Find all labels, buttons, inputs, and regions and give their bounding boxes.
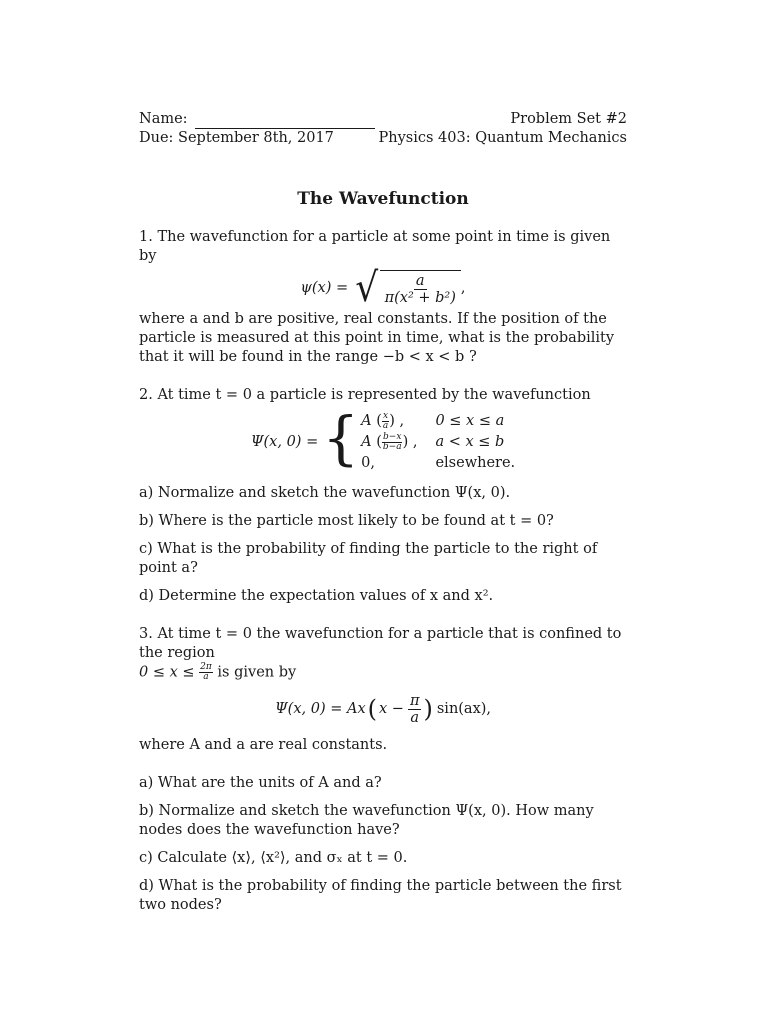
case-1-condition: 0 ≤ x ≤ a bbox=[435, 413, 505, 429]
problem-1-text: where a and b are positive, real constants. If the position of the particle is measured at this point in time, what is the probability that it will be found in the range −b < x < b ? bbox=[139, 311, 615, 365]
problem-3-part-a: a) What are the units of A and a? bbox=[139, 774, 382, 791]
eq3-lparen: ( bbox=[367, 694, 378, 723]
eq3-x: x − bbox=[379, 700, 404, 717]
case-2-fraction bbox=[382, 433, 403, 452]
problem-1-intro: 1. The wavefunction for a particle at some point in time is given by bbox=[139, 229, 611, 264]
eq1-lhs: ψ(x) = bbox=[300, 279, 349, 296]
header-right bbox=[378, 110, 627, 148]
region-tail: is given by bbox=[217, 664, 297, 681]
header bbox=[139, 110, 627, 148]
problem-2-part-b: b) Where is the particle most likely to be found at t = 0? bbox=[139, 513, 554, 529]
problem-2 bbox=[139, 386, 627, 606]
problem-3-intro-2 bbox=[139, 663, 627, 683]
region-num: 2π bbox=[200, 662, 212, 672]
eq1-numerator: a bbox=[415, 273, 425, 289]
eq1-tail: , bbox=[460, 279, 466, 296]
problem-2-part-d: d) Determine the expectation values of x and x². bbox=[139, 588, 494, 604]
problem-2-equation bbox=[139, 404, 627, 474]
case-1-fraction bbox=[382, 412, 389, 431]
case-1-den: a bbox=[382, 420, 389, 431]
document-page bbox=[139, 110, 627, 915]
problem-3-part-d: d) What is the probability of finding the particle between the first two nodes? bbox=[139, 877, 622, 913]
eq3-fraction bbox=[408, 693, 422, 726]
case-2-den: b−a bbox=[382, 441, 402, 452]
problem-3-intro-1: 3. At time t = 0 the wavefunction for a particle that is confined to the region bbox=[139, 626, 622, 661]
case-3-condition: elsewhere. bbox=[435, 455, 516, 471]
eq3-rparen: ) bbox=[423, 694, 433, 723]
problem-3-text: where A and a are real constants. bbox=[139, 736, 388, 753]
eq1-denominator: π(x² + b²) bbox=[384, 290, 456, 306]
case-2-condition: a < x ≤ b bbox=[435, 434, 505, 450]
region-den: a bbox=[203, 672, 209, 682]
eq1-fraction bbox=[383, 273, 458, 306]
problem-3 bbox=[139, 625, 627, 915]
eq1-sqrt bbox=[354, 265, 461, 311]
case-grid bbox=[361, 411, 515, 474]
name-line bbox=[139, 110, 375, 129]
region-fraction bbox=[199, 663, 213, 682]
eq3-num: π bbox=[409, 692, 420, 709]
due-date: Due: September 8th, 2017 bbox=[139, 130, 334, 146]
eq2-cases bbox=[320, 404, 516, 474]
left-brace: { bbox=[322, 404, 360, 472]
sqrt-symbol: √ bbox=[355, 265, 379, 311]
case-2-coeff: A bbox=[361, 434, 372, 450]
sqrt-body bbox=[380, 270, 461, 306]
case-3-value: 0, bbox=[361, 455, 375, 471]
eq2-lhs: Ψ(x, 0) = bbox=[250, 434, 319, 450]
name-label: Name: bbox=[139, 111, 188, 127]
problem-2-part-c: c) What is the probability of finding the particle to the right of point a? bbox=[139, 541, 598, 576]
course-name: Physics 403: Quantum Mechanics bbox=[378, 130, 627, 146]
case-1-coeff: A bbox=[361, 413, 372, 429]
eq3-den: a bbox=[410, 709, 420, 726]
problem-3-equation bbox=[139, 693, 627, 726]
case-2-num: b−x bbox=[383, 431, 402, 442]
case-2-value: A ( $\frac{b-x}{b-a}$ ) , bbox=[361, 431, 418, 452]
problem-2-intro: 2. At time t = 0 a particle is represented by the wavefunction bbox=[139, 387, 591, 403]
problem-2-part-a: a) Normalize and sketch the wavefunction Ψ(x, 0). bbox=[139, 485, 511, 501]
case-1-value: A ( $\frac{x}{a}$ ) , bbox=[361, 410, 405, 431]
problem-3-part-b: b) Normalize and sketch the wavefunction Ψ(x, 0). How many nodes does the wavefunction have? bbox=[139, 802, 594, 838]
problem-set-number: Problem Set #2 bbox=[510, 111, 627, 127]
header-left bbox=[139, 110, 375, 148]
case-1-num: x bbox=[383, 410, 389, 421]
problem-3-part-c: c) Calculate ⟨x⟩, ⟨x²⟩, and σₓ at t = 0. bbox=[139, 849, 408, 866]
eq3-lhs: Ψ(x, 0) = Ax bbox=[274, 700, 366, 717]
eq3-tail: sin(ax), bbox=[436, 700, 492, 717]
page-title: The Wavefunction bbox=[297, 189, 469, 209]
region-bound: 0 ≤ x ≤ bbox=[139, 664, 195, 681]
name-blank bbox=[195, 114, 375, 129]
problem-1 bbox=[139, 228, 627, 367]
problem-1-equation bbox=[139, 265, 627, 311]
